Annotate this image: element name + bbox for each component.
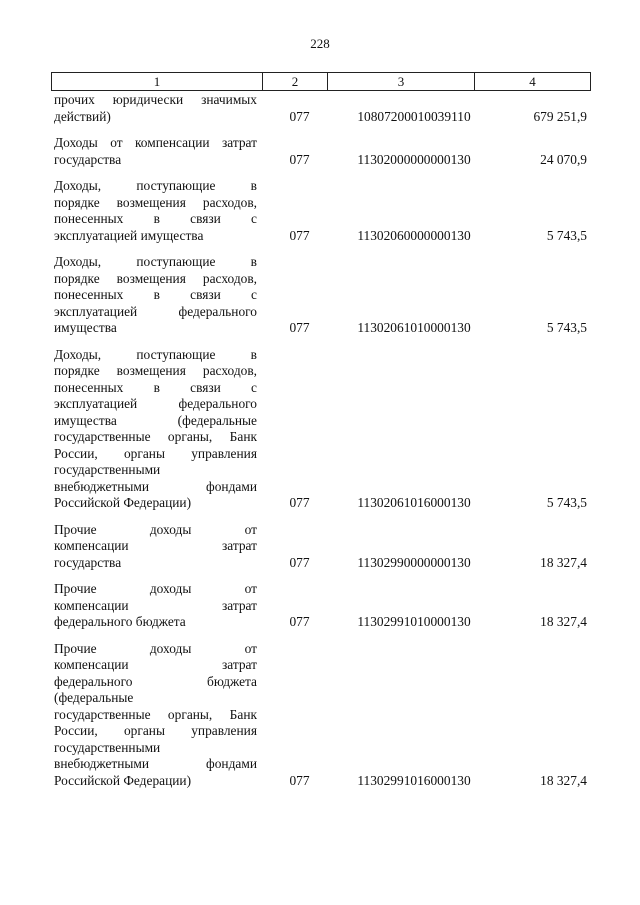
row-name-line: внебюджетными фондами [54,756,257,771]
row-code: 077 [289,614,310,629]
row-code: 077 [289,227,310,243]
row-amount: 5 743,5 [546,227,587,243]
table-row [51,135,589,168]
row-name-line: (федеральные [54,690,134,705]
row-name-line: федерального бюджета [54,614,186,629]
row-name-line: Доходы, поступающие в [54,254,257,269]
row-name-line: имущества (федеральные [54,412,257,428]
row-name-line: эксплуатацией федерального [54,396,257,411]
row-kbk: 11302000000000130 [357,151,471,167]
header-col-1: 1 [52,73,263,90]
table-row [51,522,589,572]
row-name-line: понесенных в связи с [54,379,257,395]
row-name-line: понесенных в связи с [54,287,257,302]
row-amount: 18 327,4 [540,772,587,788]
row-amount: 24 070,9 [540,151,587,167]
row-name-line: государства [54,151,122,167]
row-name-line: Российской Федерации) [54,495,192,510]
row-name-line: Прочие доходы от [54,581,257,596]
table-row [51,581,589,631]
row-name [51,178,257,244]
row-name [51,581,257,631]
row-code: 077 [289,495,310,510]
row-name-line: государственные органы, Банк [54,429,257,444]
row-name-line: государственными [54,739,161,755]
row-name-line: понесенных в связи с [54,211,257,226]
row-name-line: имущества [54,320,117,335]
table-row [51,641,589,790]
table-row [51,92,589,125]
row-name-line: эксплуатацией имущества [54,227,204,243]
row-kbk: 11302060000000130 [357,227,471,243]
row-name [51,135,257,168]
row-kbk: 10807200010039110 [357,108,471,124]
row-kbk: 11302061010000130 [357,320,471,335]
row-name-line: России, органы управления [54,723,257,738]
row-kbk: 11302991010000130 [357,614,471,629]
row-name-line: порядке возмещения расходов, [54,270,257,286]
row-amount: 18 327,4 [540,614,587,629]
row-kbk: 11302991016000130 [357,772,471,788]
row-name-line: прочих юридически значимых [54,92,257,107]
row-name [51,254,257,337]
row-name-line: Доходы, поступающие в [54,346,257,362]
table-row [51,254,589,337]
row-name-line: Доходы от компенсации затрат [54,135,257,150]
row-name-line: Прочие доходы от [54,521,257,537]
row-name-line: компенсации затрат [54,597,257,613]
row-amount: 679 251,9 [533,108,587,124]
row-name-line: федерального бюджета [54,673,257,689]
page-number: 228 [310,36,330,51]
row-name-line: компенсации затрат [54,538,257,553]
row-name-line: государственные органы, Банк [54,706,257,722]
table-row [51,178,589,244]
header-col-4: 4 [529,74,536,89]
row-name-line: Доходы, поступающие в [54,178,257,193]
row-name-line: внебюджетными фондами [54,478,257,494]
row-name [51,522,257,572]
row-code: 077 [289,554,310,570]
table-header [51,72,591,91]
row-name-line: порядке возмещения расходов, [54,363,257,378]
table-body [51,92,589,789]
row-name [51,641,257,790]
table-row [51,347,589,512]
header-col-2: 2 [263,73,328,90]
row-name-line: Российской Федерации) [54,772,192,788]
row-code: 077 [289,320,310,335]
row-kbk: 11302990000000130 [357,554,471,570]
row-name [51,347,257,512]
row-code: 077 [289,151,310,167]
row-name-line: порядке возмещения расходов, [54,194,257,210]
row-code: 077 [289,108,310,124]
row-name-line: действий) [54,108,111,124]
row-name-line: Прочие доходы от [54,640,257,656]
row-amount: 18 327,4 [540,554,587,570]
row-name-line: государственными [54,462,161,477]
row-name-line: компенсации затрат [54,657,257,672]
row-amount: 5 743,5 [546,320,587,335]
row-name-line: государства [54,554,122,570]
row-name-line: эксплуатацией федерального [54,303,257,319]
row-kbk: 11302061016000130 [357,495,471,510]
row-name [51,92,257,125]
header-col-3: 3 [328,73,475,90]
row-code: 077 [289,772,310,788]
row-amount: 5 743,5 [546,495,587,510]
row-name-line: России, органы управления [54,445,257,461]
